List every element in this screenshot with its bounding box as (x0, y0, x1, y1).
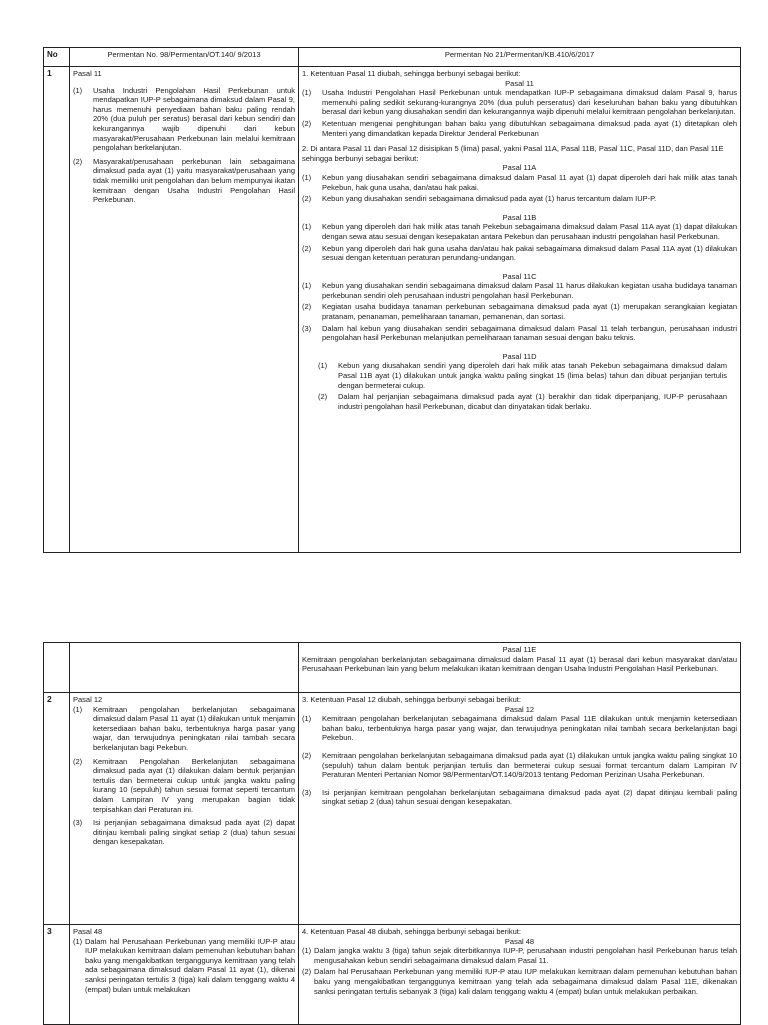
header-no: No (44, 48, 70, 67)
amendment-intro: 2. Di antara Pasal 11 dan Pasal 12 disisipkan 5 (lima) pasal, yakni Pasal 11A, Pasal 11B, Pasal 11C, Pasal 11D, dan Pasal 11E sehingga berbunyi sebagai berikut: (302, 144, 724, 163)
article-items (302, 222, 737, 262)
list-item: (2) Kebun yang diusahakan sendiri sebagaimana dimaksud pada ayat (1) harus tercantum dalam IUP-P. (302, 194, 657, 204)
table-row (44, 693, 741, 925)
article-title: Pasal 11 (505, 78, 534, 88)
row-number: 1 (44, 67, 70, 553)
list-item: (1) Usaha Industri Pengolahan Hasil Perkebunan untuk mendapatkan IUP-P sebagaimana dimaksud dalam Pasal 9, harus memenuhi paling sedikit sekurang-kurangnya 20% (dua puluh perseratus) dari keseluruhan bahan baku yang dibutuhkan berasal dari kebun yang diusahakan sendiri dan kekurangannya wajib dipenuhi melalui kemitraan pengolahan berkelanjutan. (302, 88, 737, 117)
list-item: (2) Kemitraan Pengolahan Berkelanjutan sebagaimana dimaksud pada ayat (1) dilakukan dalam bentuk perjanjian tertulis dan bermeterai cukup untuk jangka waktu paling kurang 10 (sepuluh) tahun sesuai format seperti tercantum dalam Lampiran IV yang merupakan bagian tidak terpisahkan dari Peraturan ini. (73, 756, 295, 814)
amendment-intro: 3. Ketentuan Pasal 12 diubah, sehingga berbunyi sebagai berikut: (302, 695, 521, 704)
table-row (44, 925, 741, 1025)
article-items (302, 946, 737, 996)
list-item: (3) Isi perjanjian sebagaimana dimaksud pada ayat (2) dapat ditinjau kembali paling singkat setiap 2 (dua) tahun sesuai dengan kesepakatan. (73, 818, 295, 847)
article-text: Kemitraan pengolahan berkelanjutan sebagaimana dimaksud dalam Pasal 11 ayat (1) berasal dari kebun masyarakat dan/atau Perusahaan Perkebunan lain yang belum melakukan ikatan kemitraan dengan Usaha Industri Pengolahan Hasil Perkebunan. (302, 654, 737, 674)
list-item: (3) Isi perjanjian kemitraan pengolahan berkelanjutan sebagaimana dimaksud pada ayat (2) dapat ditinjau kembali paling singkat setiap 2 (dua) tahun sesuai dengan kesepakatan. (302, 787, 737, 807)
new-regulation-cell (299, 643, 741, 693)
article-title: Pasal 11B (502, 212, 537, 222)
table-header-row (44, 48, 741, 67)
amendment-intro: 1. Ketentuan Pasal 11 diubah, sehingga berbunyi sebagai berikut: (302, 69, 521, 78)
row-number: 3 (44, 925, 70, 1025)
old-regulation-cell (70, 925, 299, 1025)
new-regulation-cell (299, 67, 741, 553)
new-regulation-cell (299, 693, 741, 925)
list-item: (1) Kemitraan pengolahan berkelanjutan sebagaimana dimaksud dalam Pasal 11E dilakukan untuk menjamin ketersediaan bahan baku, terbentuknya harga pasar yang wajar, dan terwujudnya peningkatan nilai tambah secara berkelanjutan bagi Pekebun. (302, 714, 737, 743)
list-item: (2) Dalam hal perjanjian sebagaimana dimaksud pada ayat (1) berakhir dan tidak diperpanjang, IUP-P perusahaan industri pengolahan hasil Perkebunan, dicabut dan dinyatakan tidak berlaku. (318, 392, 727, 411)
old-article-items (73, 705, 295, 847)
list-item: (2) Masyarakat/perusahaan perkebunan lain sebagaimana dimaksud pada ayat (1) yaitu masyarakat/perusahaan yang tidak memiliki unit pengolahan dan belum mempunyai ikatan kemitraan dengan Usaha Industri Pengolahan Hasil Perkebunan. (73, 156, 295, 205)
list-item: (3) Dalam hal kebun yang diusahakan sendiri sebagaimana dimaksud dalam Pasal 11 telah terbangun, perusahaan industri pengolahan hasil Perkebunan melanjutkan pemeliharaan tanaman sesuai dengan baku teknis. (302, 323, 737, 343)
header-old-regulation: Permentan No. 98/Permentan/OT.140/ 9/2013 (70, 48, 299, 67)
list-item: (1) Kemitraan pengolahan berkelanjutan sebagaimana dimaksud dalam Pasal 11 ayat (1) dilakukan untuk menjamin ketersediaan bahan baku, terbentuknya harga pasar yang wajar, dan terwujudnya peningkatan nilai tambah secara berkelanjutan bagi Pekebun. (73, 704, 295, 752)
list-item: (2) Kegiatan usaha budidaya tanaman perkebunan sebagaimana dimaksud pada ayat (1) merupakan serangkaian kegiatan pratanam, penanaman, pemeliharaan tanaman, pemanenan, dan sortasi. (302, 302, 737, 322)
old-article-items (73, 937, 295, 995)
list-item: (2) Kemitraan pengolahan berkelanjutan sebagaimana dimaksud pada ayat (1) dilakukan untuk jangka waktu paling singkat 10 (sepuluh) tahun dalam bentuk perjanjian tertulis dan bermeterai cukup sesuai format tercantum dalam Lampiran IV Peraturan Menteri Pertanian Nomor 98/Permentan/OT.140/9/2013 tentang Pedoman Perizinan Usaha Perkebunan. (302, 750, 737, 780)
old-article-title: Pasal 11 (73, 69, 102, 78)
header-new-regulation: Permentan No 21/Permentan/KB.410/6/2017 (299, 48, 741, 67)
old-article-items (73, 86, 295, 205)
article-items (302, 714, 737, 807)
table-row (44, 67, 741, 553)
amendment-intro: 4. Ketentuan Pasal 48 diubah, sehingga berbunyi sebagai berikut: (302, 927, 521, 936)
old-regulation-cell (70, 693, 299, 925)
article-title: Pasal 11A (502, 163, 537, 173)
table-row (44, 643, 741, 693)
list-item: (2) Ketentuan mengenai penghitungan bahan baku yang dibutuhkan sebagaimana dimaksud pada ayat (1) ditetapkan oleh Menteri yang dimandatkan kepada Direktur Jenderal Perkebunan (302, 118, 737, 138)
row-number: 2 (44, 693, 70, 925)
article-title: Pasal 11E (502, 645, 537, 654)
article-title: Pasal 48 (504, 936, 535, 946)
article-items (302, 281, 737, 343)
new-regulation-cell (299, 925, 741, 1025)
list-item: (1) Dalam jangka waktu 3 (tiga) tahun sejak diterbitkannya IUP-P, perusahaan industri pengolahan hasil Perkebunan harus telah mengusahakan kebun sendiri sebagaimana dimaksud dalam Pasal 11. (302, 946, 737, 965)
comparison-table-2 (43, 642, 741, 1025)
list-item: (1) Kebun yang diperoleh dari hak milik atas tanah Pekebun sebagaimana dimaksud dalam Pasal 11A ayat (1) dapat dilakukan dengan sewa atau sesuai dengan kesepakatan antara Pekebun dan perusahaan industri pengolahan hasil Perkebunan. (302, 222, 737, 241)
list-item: (2) Dalam hal Perusahaan Perkebunan yang memiliki IUP-P atau IUP melakukan kemitraan dalam pemenuhan kebutuhan bahan baku yang mengakibatkan terganggunya kemitraan yang telah ada sebagaimana dimaksud dalam Pasal 11E, dikenakan sanksi peringatan tertulis sebanyak 3 (tiga) kali dalam tenggang waktu 4 (empat) bulan untuk melakukan perbaikan. (302, 967, 737, 996)
article-items (302, 173, 737, 204)
comparison-table-1 (43, 47, 741, 553)
article-title: Pasal 12 (504, 704, 535, 714)
list-item: (1) Kebun yang diusahakan sendiri sebagaimana dimaksud dalam Pasal 11 harus dilakukan kegiatan usaha budidaya tanaman perkebunan sendiri oleh perusahaan industri pengolahan hasil Perkebunan. (302, 281, 737, 300)
article-title: Pasal 11C (502, 271, 537, 281)
old-article-title: Pasal 12 (73, 695, 103, 704)
article-title: Pasal 11D (502, 351, 537, 361)
article-items (302, 88, 737, 138)
article-items (302, 361, 737, 411)
list-item: (1) Usaha Industri Pengolahan Hasil Perkebunan untuk mendapatkan IUP-P sebagaimana dimaksud dalam Pasal 9, harus memenuhi penyediaan bahan baku paling rendah 20% (dua puluh per seratus) berasal dari kebun sendiri dan kekurangannya wajib dipenuhi dari kebun masyarakat/Perusahaan Perkebunan lain melalui kemitraan pengolahan berkelanjutan. (73, 85, 295, 153)
list-item: (2) Kebun yang diperoleh dari hak guna usaha dan/atau hak pakai sebagaimana dimaksud dalam Pasal 11A ayat (1) dilakukan sesuai dengan ketentuan peraturan perundang-undangan. (302, 243, 737, 263)
list-item: (1) Kebun yang diusahakan sendiri yang diperoleh dari hak milik atas tanah Pekebun sebagaimana dimaksud dalam Pasal 11B ayat (1) dilakukan untuk jangka waktu paling singkat 15 (lima belas) tahun dan dibuat perjanjian tertulis dengan bermeterai cukup. (318, 361, 727, 390)
old-regulation-cell (70, 67, 299, 553)
list-item: (1) Kebun yang diusahakan sendiri sebagaimana dimaksud dalam Pasal 11 ayat (1) dapat diperoleh dari hak milik atas tanah Pekebun, hak guna usaha, dan/atau hak pakai. (302, 172, 737, 192)
old-article-title: Pasal 48 (73, 927, 103, 936)
list-item: (1) Dalam hal Perusahaan Perkebunan yang memiliki IUP-P atau IUP melakukan kemitraan dalam pemenuhan kebutuhan bahan baku yang mengakibatkan terganggunya kemitraan yang telah ada sebagaimana dimaksud dalam Pasal 11 ayat (1), dikenai sanksi peringatan tertulis 3 (tiga) kali dalam tenggang waktu 4 (empat) bulan untuk melakukan (73, 936, 295, 994)
